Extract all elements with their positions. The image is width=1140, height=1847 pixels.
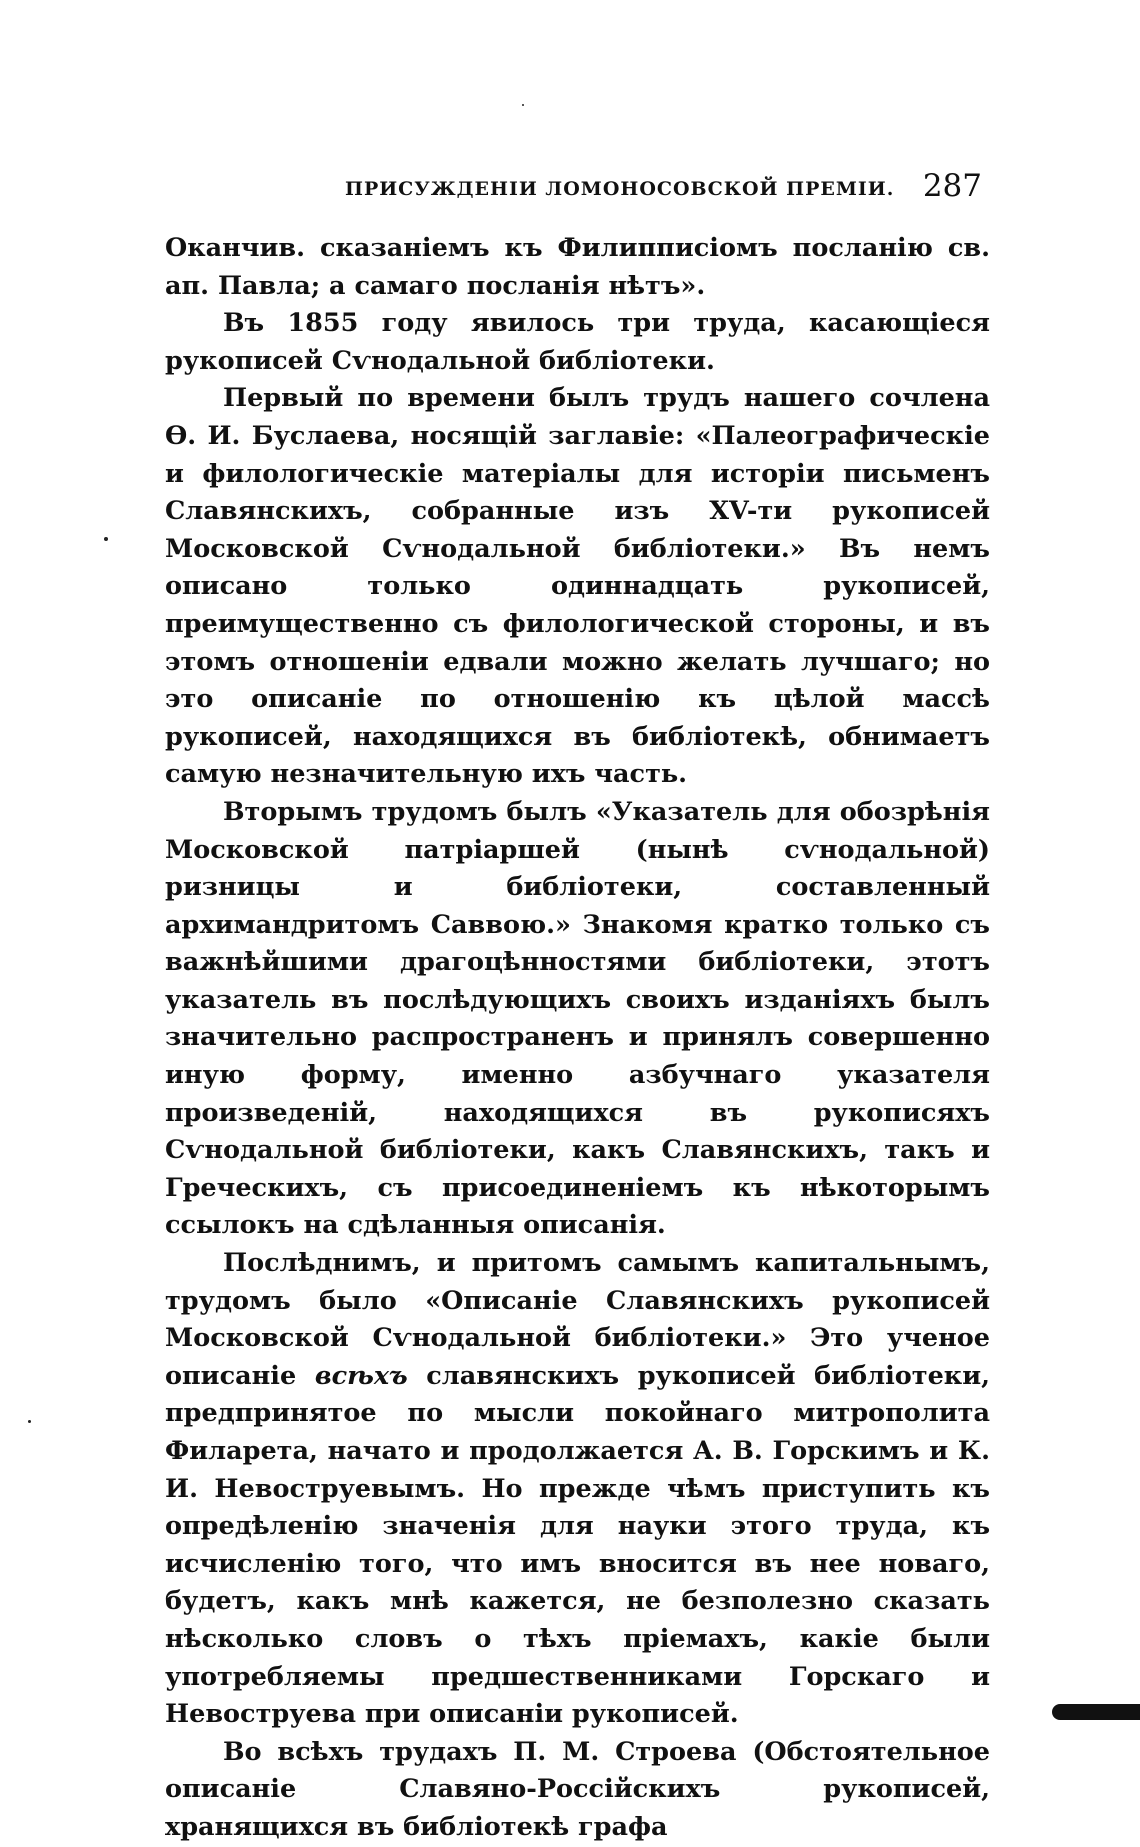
page-edge-mark xyxy=(1052,1704,1140,1720)
paragraph-1: Оканчив. сказаніемъ къ Филипписіомъ посланію св. ап. Павла; а самаго посланія нѣтъ». xyxy=(165,233,990,301)
paragraph-5 xyxy=(165,1245,990,1734)
running-title: ПРИСУЖДЕНІИ ЛОМОНОСОВСКОЙ ПРЕМІИ. xyxy=(345,178,895,200)
running-head xyxy=(165,168,990,208)
paragraph-5-end: славянскихъ рукописей библіотеки, предпринятое по мысли покойнаго митрополита Филарета, начато и продолжается А. В. Горскимъ и К. И. Невоструевымъ. Но прежде чѣмъ приступить къ опредѣленію значенія для науки этого труда, къ исчисленію того, что имъ вносится въ нее новаго, будетъ, какъ мнѣ кажется, не безполезно сказать нѣсколько словъ о тѣхъ пріемахъ, какіе были употребляемы предшественниками Горскаго и Невоструева при описаніи рукописей. xyxy=(165,1360,990,1730)
paragraph-4: Вторымъ трудомъ былъ «Указатель для обозрѣнія Московской патріаршей (нынѣ сѵнодальной) ризницы и библіотеки, составленный архимандритомъ Саввою.» Знакомя кратко только съ важнѣйшими драгоцѣнностями библіотеки, этотъ указатель въ послѣдующихъ своихъ изданіяхъ былъ значительно распространенъ и принялъ совершенно иную форму, именно азбучнаго указателя произведеній, находящихся въ рукописяхъ Сѵнодальной библіотеки, какъ Славянскихъ, такъ и Греческихъ, съ присоединеніемъ къ нѣкоторымъ ссылокъ на сдѣланныя описанія. xyxy=(165,796,990,1241)
paragraph-5-start: Послѣднимъ, и притомъ самымъ капитальнымъ, трудомъ было «Описаніе Славянскихъ рукописей Московской Сѵнодальной библіотеки.» Это ученое описаніе xyxy=(165,1248,990,1391)
paragraph-6: Во всѣхъ трудахъ П. М. Строева (Обстоятельное описаніе Славяно-Россійскихъ рукописей, хранящихся въ библіотекѣ графа xyxy=(165,1736,990,1842)
print-speck xyxy=(104,537,108,541)
print-speck xyxy=(28,1420,31,1423)
page-number: 287 xyxy=(922,168,982,204)
book-page xyxy=(165,168,990,1847)
paragraph-3: Первый по времени былъ трудъ нашего сочлена Ѳ. И. Буслаева, носящій заглавіе: «Палеографическіе и филологическіе матеріалы для исторіи письменъ Славянскихъ, собранные изъ XV-ти рукописей Московской Сѵнодальной библіотеки.» Въ немъ описано только одиннадцать рукописей, преимущественно съ филологической стороны, и въ этомъ отношеніи едвали можно желать лучшаго; но это описаніе по отношенію къ цѣлой массѣ рукописей, находящихся въ библіотекѣ, обнимаетъ самую незначительную ихъ часть. xyxy=(165,383,990,790)
body-text xyxy=(165,230,990,1847)
paragraph-2: Въ 1855 году явилось три труда, касающіеся рукописей Сѵнодальной библіотеки. xyxy=(165,308,990,376)
print-speck xyxy=(522,104,524,106)
emphasis-word: всѣхъ xyxy=(314,1360,408,1391)
